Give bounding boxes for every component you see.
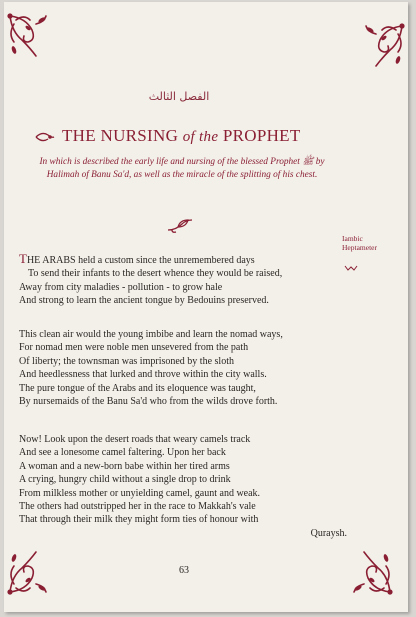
stanza-3	[19, 433, 349, 540]
poem-line: The pure tongue of the Arabs and its eloquence was taught,	[19, 382, 256, 394]
drop-cap: T	[19, 251, 27, 266]
leaf-divider-icon	[166, 216, 196, 234]
poem-line: A woman and a new-born babe within her tired arms	[19, 460, 230, 472]
stanza-2	[19, 328, 349, 408]
poem-line: The others had outstripped her in the race to Makkah's vale	[19, 501, 256, 513]
poem-line: From milkless mother or unyielding camel, gaunt and weak.	[19, 487, 261, 499]
meter-note-line: Iambic	[342, 234, 363, 243]
corner-ornament-bottom-right	[348, 548, 394, 596]
poem-line: That through their milk they might form ties of honour with	[19, 514, 259, 526]
poem-line: Now! Look upon the desert roads that weary camels track	[19, 434, 251, 445]
title-of-the: of the	[182, 129, 219, 145]
poem-line: And see a lonesome camel faltering. Upon her back	[19, 447, 226, 459]
poem-line: This clean air would the young imbibe and learn the nomad ways,	[19, 329, 283, 340]
poem-line: By nursemaids of the Banu Sa'd who from the wilds drove forth.	[19, 396, 278, 408]
poem-line: And strong to learn the ancient tongue by Bedouins preserved.	[19, 295, 269, 307]
chapter-subtitle: In which is described the early life and nursing of the blessed Prophet ﷺ by Halimah of Banu Sa'd, as well as the miracle of the splitting of his chest.	[39, 157, 325, 180]
poem-line: To send their infants to the desert whence they would be raised,	[28, 268, 283, 280]
chapter-title	[62, 126, 301, 146]
chapter-title-row	[34, 124, 334, 148]
poem-line: Away from city maladies - pollution - to grow hale	[19, 281, 223, 293]
poem-line: For nomad men were noble men unsevered from the path	[19, 342, 249, 354]
fleuron-icon	[34, 129, 56, 143]
poem-line-text: HE ARABS held a custom since the unremembered days	[26, 255, 255, 266]
book-page	[4, 2, 408, 612]
corner-ornament-top-left	[6, 12, 52, 60]
corner-ornament-top-right	[360, 22, 406, 70]
poem-line: And heedlessness that lurked and throve within the city walls.	[19, 369, 267, 381]
arabic-chapter-heading: الفصل الثالث	[148, 90, 210, 103]
stanza-1	[19, 252, 349, 308]
poem-line	[19, 252, 349, 267]
meter-note-line: Heptameter	[342, 243, 377, 252]
page-number: 63	[179, 565, 189, 576]
poem-line-end: Quraysh.	[310, 527, 347, 539]
poem-line: A crying, hungry child without a single drop to drink	[19, 474, 231, 486]
title-end: PROPHET	[222, 126, 301, 145]
title-main: THE NURSING	[62, 126, 179, 145]
corner-ornament-bottom-left	[6, 548, 52, 596]
meter-margin-note	[342, 234, 402, 252]
poem-line: Of liberty; the townsman was imprisoned by the sloth	[19, 355, 234, 367]
